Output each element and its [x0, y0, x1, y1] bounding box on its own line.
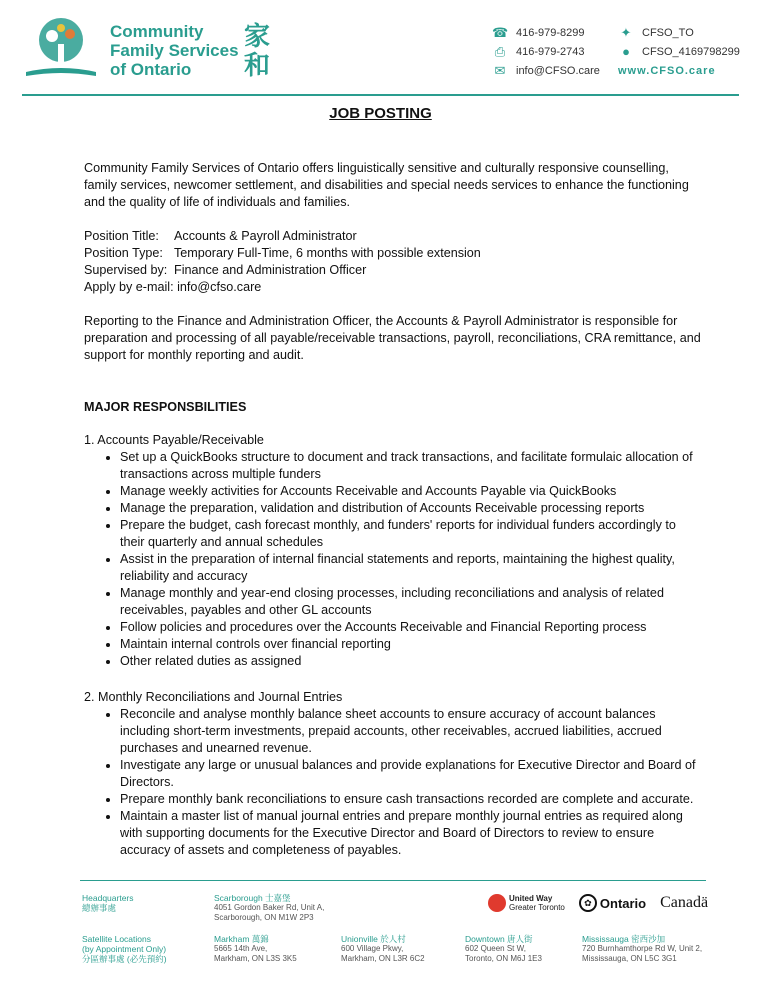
org-name-cjk: 家 和 — [244, 21, 271, 80]
ontario-logo: ✿ Ontario — [579, 894, 646, 912]
bullet-list — [84, 449, 696, 670]
footer-downtown: Downtown 唐人街 602 Queen St W, Toronto, ON M6J 1E3 — [465, 934, 542, 963]
footer-markham: Markham 萬錦 5665 14th Ave, Markham, ON L3S 3K5 — [214, 934, 297, 963]
field-apply-email[interactable]: Apply by e-mail: info@cfso.care — [84, 280, 262, 294]
summary-paragraph: Reporting to the Finance and Administration Officer, the Accounts & Payroll Administrator is responsible for preparation and processing of all payable/receivable transactions, payroll, reconciliations, CRA remittance, and support for monthly reporting and audit. — [84, 314, 701, 362]
fax-row: ⎙ 416-979-2743 — [492, 42, 600, 61]
list-item: • Set up a QuickBooks structure to document and track transactions, and facilitate formulaic allocation of transactions across multiple funders — [120, 449, 696, 483]
responsibilities-heading: MAJOR RESPONSBILITIES — [84, 400, 247, 414]
footer-divider — [80, 880, 706, 881]
footer-satellite: Satellite Locations (by Appointment Only) 分區辦事處 (必先預約) — [82, 934, 167, 964]
list-item: • Maintain internal controls over financial reporting — [120, 636, 696, 653]
field-position-title: Position Title: Accounts & Payroll Administrator — [84, 229, 357, 243]
position-details — [84, 228, 704, 296]
wechat-icon: ● — [622, 43, 630, 59]
wechat-row[interactable]: ● CFSO_4169798299 — [618, 42, 740, 61]
list-item: • Prepare the budget, cash forecast monthly, and funders' reports for individual funders accordingly to their quarterly and annual schedules — [120, 517, 696, 551]
footer-scarborough: Scarborough 士嘉堡 4051 Gordon Baker Rd, Unit A, Scarborough, ON M1W 2P3 — [214, 893, 325, 922]
field-position-type: Position Type: Temporary Full-Time, 6 months with possible extension — [84, 246, 481, 260]
canada-wordmark: Canadä — [660, 894, 709, 911]
list-item: • Prepare monthly bank reconciliations to ensure cash transactions recorded are complete and accurate. — [120, 791, 696, 808]
list-item: • Manage monthly and year-end closing processes, including reconciliations and analysis of related receivables, payables and other GL accounts — [120, 585, 696, 619]
contact-list — [492, 23, 600, 80]
section-accounts — [84, 432, 696, 670]
list-item: • Reconcile and analyse monthly balance sheet accounts to ensure accuracy of account balances including short-term investments, prepaid accounts, other receivables, accrued liabilities, accrued purchases and unearned revenue. — [120, 706, 696, 757]
page-title: JOB POSTING — [329, 105, 432, 122]
list-item: • Maintain a master list of manual journal entries and prepare monthly journal entries as required along with supporting documents for the Executive Director and Board of Directors to review to ensure accuracy of assets and completeness of payables. — [120, 808, 696, 859]
intro-paragraph: Community Family Services of Ontario offers linguistically sensitive and culturally responsive counselling, family services, newcomer settlement, and disabilities and special needs services to enhance the functioning and the quality of life of individuals and families. — [84, 161, 689, 209]
social-list — [618, 23, 740, 80]
cfso-logo — [22, 14, 100, 82]
website-row[interactable]: www.CFSO.care — [618, 64, 716, 77]
footer-unionville: Unionville 於人村 600 Village Pkwy, Markham, ON L3R 6C2 — [341, 934, 425, 963]
list-item: • Follow policies and procedures over the Accounts Receivable and Financial Reporting process — [120, 619, 696, 636]
phone-row: ☎ 416-979-8299 — [492, 24, 585, 40]
united-way-icon — [488, 894, 506, 912]
header-divider — [22, 94, 739, 96]
partner-logos — [488, 894, 708, 912]
section-reconciliations — [84, 689, 696, 859]
org-name: Community Family Services of Ontario — [110, 22, 239, 79]
twitter-row[interactable]: ✦ CFSO_TO — [618, 23, 740, 42]
section-title: 1. Accounts Payable/Receivable — [84, 433, 264, 447]
footer-mississauga: Mississauga 密西沙加 720 Burnhamthorpe Rd W, Unit 2, Mississauga, ON L5C 3G1 — [582, 934, 703, 963]
email-row[interactable]: ✉ info@CFSO.care — [492, 61, 600, 80]
list-item: • Assist in the preparation of internal financial statements and reports, maintaining the highest quality, reliability and accuracy — [120, 551, 696, 585]
united-way-logo: United Way Greater Toronto — [488, 894, 565, 912]
fax-icon: ⎙ — [494, 43, 506, 59]
twitter-icon: ✦ — [620, 24, 632, 40]
section-title: 2. Monthly Reconciliations and Journal Entries — [84, 690, 343, 704]
list-item: • Manage the preparation, validation and distribution of Accounts Receivable processing reports — [120, 500, 696, 517]
ontario-trillium-icon: ✿ — [579, 894, 597, 912]
field-supervised-by: Supervised by: Finance and Administration Officer — [84, 263, 367, 277]
footer-hq: Headquarters 總辦事處 — [82, 893, 134, 913]
list-item: • Investigate any large or unusual balances and provide explanations for Executive Director and Board of Directors. — [120, 757, 696, 791]
list-item: • Other related duties as assigned — [120, 653, 696, 670]
phone-icon: ☎ — [492, 24, 509, 40]
mail-icon: ✉ — [494, 62, 506, 78]
list-item: • Manage weekly activities for Accounts Receivable and Accounts Payable via QuickBooks — [120, 483, 696, 500]
bullet-list — [84, 706, 696, 859]
